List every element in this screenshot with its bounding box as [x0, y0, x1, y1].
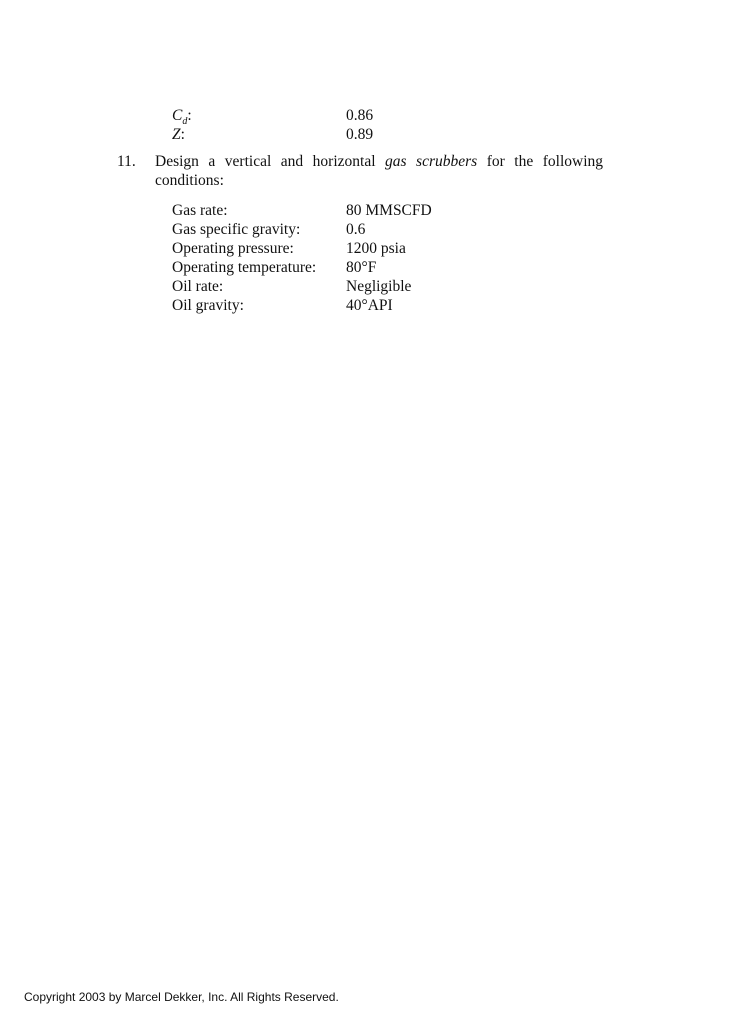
condition-value: 0.6 — [346, 221, 366, 238]
copyright-notice: Copyright 2003 by Marcel Dekker, Inc. All Rights Reserved. — [24, 990, 339, 1004]
condition-value: Negligible — [346, 278, 412, 295]
condition-label: Oil gravity: — [172, 297, 244, 314]
condition-label: Gas rate: — [172, 202, 228, 219]
condition-value: 80°F — [346, 259, 377, 276]
condition-label: Operating temperature: — [172, 259, 317, 276]
problem-number: 11. — [117, 153, 136, 170]
coefficient-label-cd: $C_d$: — [172, 107, 192, 128]
condition-label: Oil rate: — [172, 278, 224, 295]
condition-label: Gas specific gravity: — [172, 221, 301, 238]
coefficient-value-z: 0.89 — [346, 126, 374, 143]
problem-statement-line-2: conditions: — [155, 172, 224, 189]
coefficient-value-cd: 0.86 — [346, 107, 374, 124]
condition-label: Operating pressure: — [172, 240, 294, 257]
problem-statement — [155, 152, 603, 190]
condition-value: 80 MMSCFD — [346, 202, 432, 219]
problem-italic-term: gas scrubbers — [385, 153, 478, 170]
condition-value: 40°API — [346, 297, 393, 314]
problem-statement-line-1: Design a vertical and horizontal gas scrubbers for the following — [155, 153, 604, 170]
condition-value: 1200 psia — [346, 240, 406, 257]
coefficient-label-z: Z: — [172, 126, 185, 143]
